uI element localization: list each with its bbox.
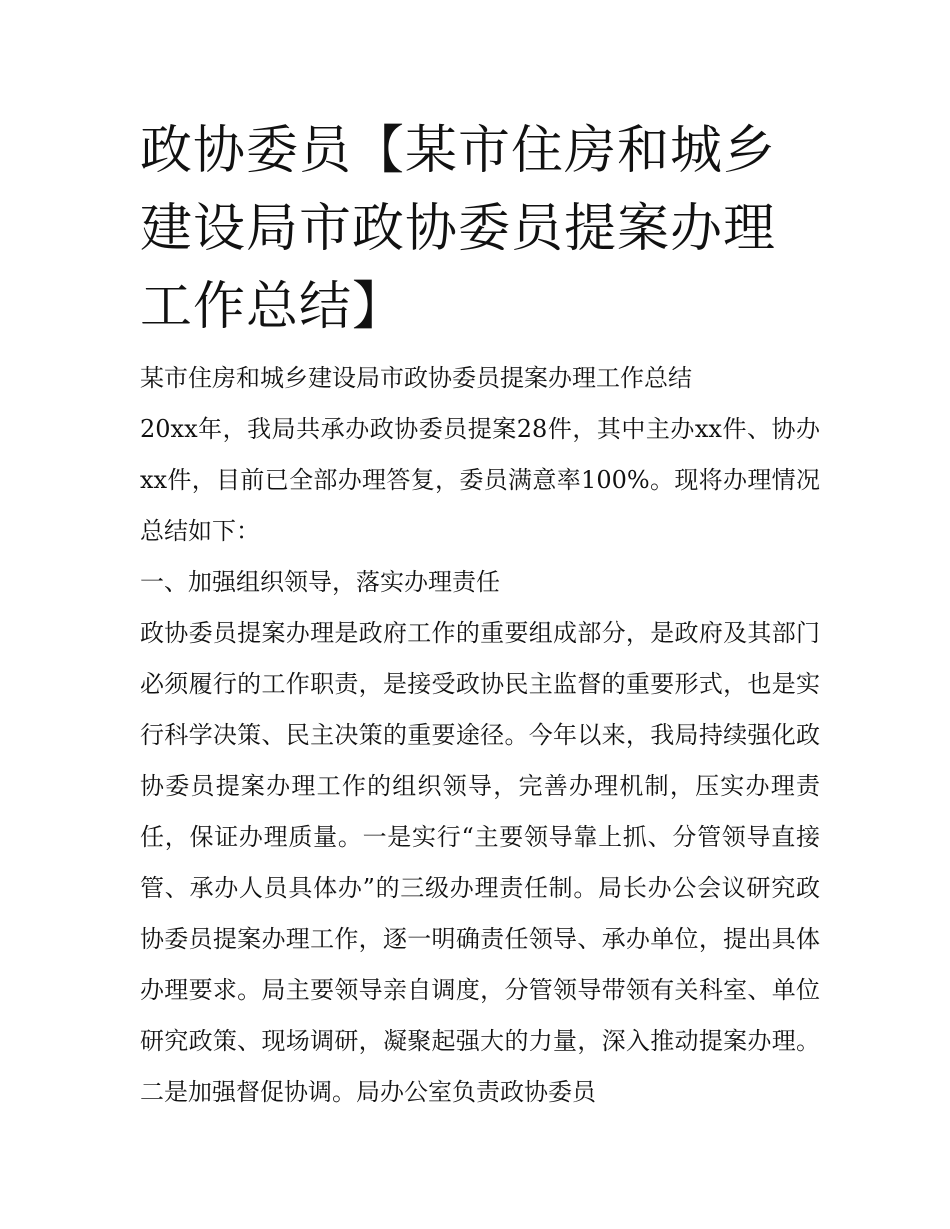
paragraph-intro: 20xx年，我局共承办政协委员提案28件，其中主办xx件、协办xx件，目前已全部办理答复，委员满意率100%。现将办理情况总结如下： bbox=[140, 415, 820, 545]
section-heading-1: 一、加强组织领导，落实办理责任 bbox=[140, 568, 500, 596]
document-subtitle: 某市住房和城乡建设局市政协委员提案办理工作总结 bbox=[140, 364, 692, 392]
document-body bbox=[140, 353, 820, 1118]
document-title: 政协委员【某市住房和城乡建设局市政协委员提案办理工作总结】 bbox=[140, 121, 777, 337]
paragraph-section-1: 政协委员提案办理是政府工作的重要组成部分，是政府及其部门必须履行的工作职责，是接受政协民主监督的重要形式，也是实行科学决策、民主决策的重要途径。今年以来，我局持续强化政协委员提案办理工作的组织领导，完善办理机制，压实办理责任，保证办理质量。一是实行“主要领导靠上抓、分管领导直接管、承办人员具体办”的三级办理责任制。局长办公会议研究政协委员提案办理工作，逐一明确责任领导、承办单位，提出具体办理要求。局主要领导亲自调度，分管领导带领有关科室、单位研究政策、现场调研，凝聚起强大的力量，深入推动提案办理。二是加强督促协调。局办公室负责政协委员 bbox=[140, 619, 820, 1106]
